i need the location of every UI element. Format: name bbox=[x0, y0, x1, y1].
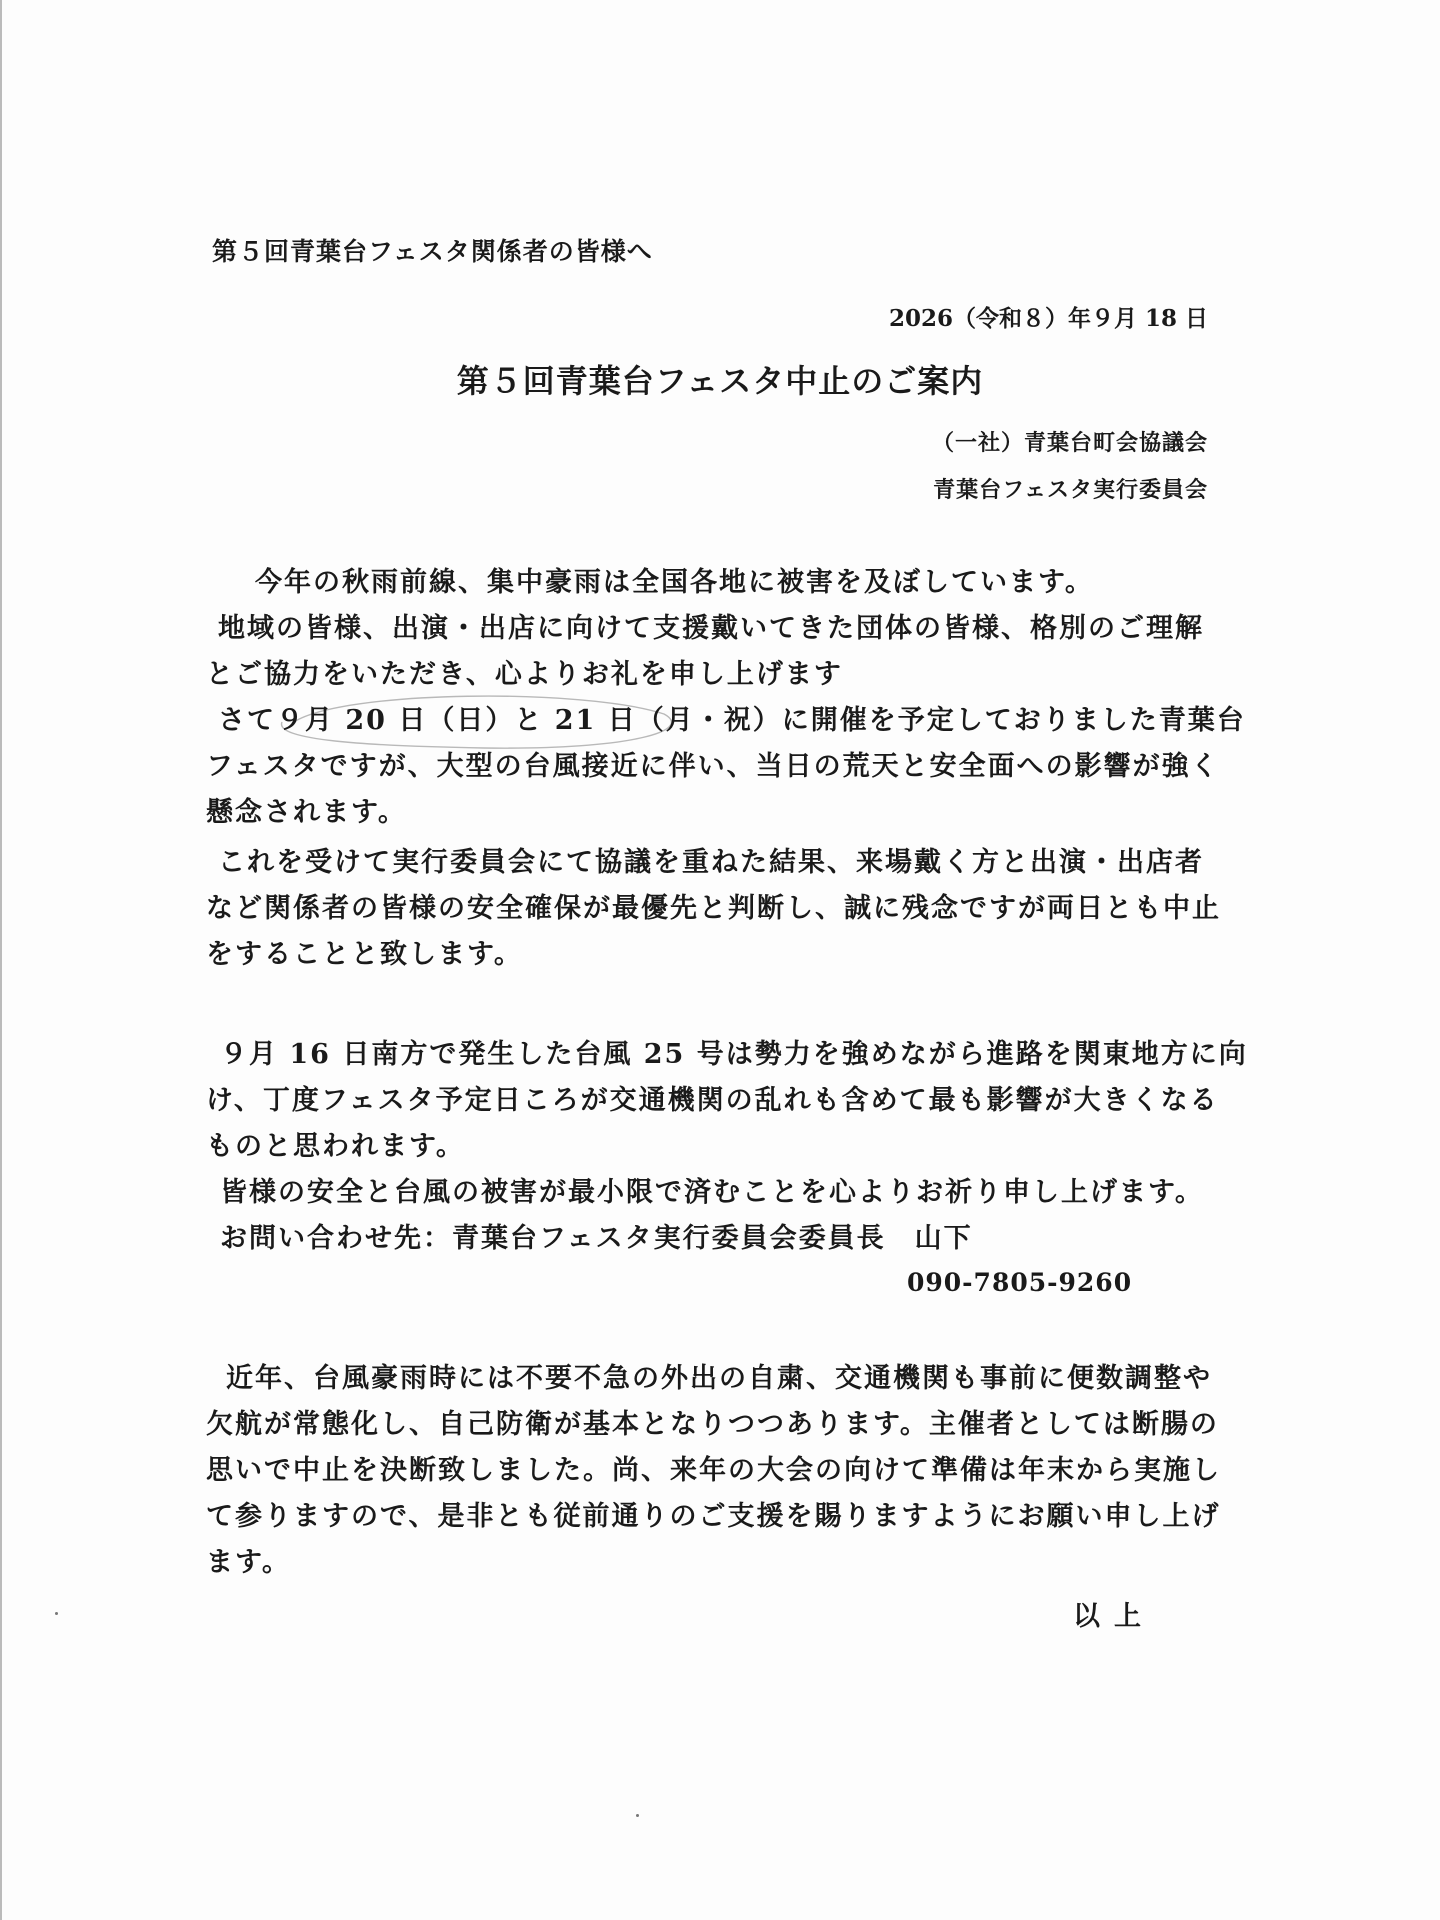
contact-line: お問い合わせ先：青葉台フェスタ実行委員会委員長 山下 bbox=[220, 1223, 973, 1254]
document-title: 第５回青葉台フェスタ中止のご案内 bbox=[456, 362, 984, 400]
body-line: ものと思われます。 bbox=[206, 1131, 465, 1162]
body-line: け、丁度フェスタ予定日ころが交通機関の乱れも含めて最も影響が大きくなる bbox=[206, 1085, 1219, 1116]
addressee-line: 第５回青葉台フェスタ関係者の皆様へ bbox=[212, 237, 653, 266]
body-line: フェスタですが、大型の台風接近に伴い、当日の荒天と安全面への影響が強く bbox=[206, 751, 1220, 782]
body-line: 今年の秋雨前線、集中豪雨は全国各地に被害を及ぼしています。 bbox=[226, 567, 1094, 598]
body-line: 欠航が常態化し、自己防衛が基本となりつつあります。主催者としては断腸の bbox=[206, 1409, 1219, 1440]
contact-phone-number: 090-7805-9260 bbox=[907, 1268, 1133, 1297]
body-line: ９月 16 日南方で発生した台風 25 号は勢力を強めながら進路を関東地方に向 bbox=[220, 1039, 1248, 1070]
document-date: 2026（令和８）年９月 18 日 bbox=[888, 305, 1208, 332]
body-line: をすることと致します。 bbox=[206, 939, 523, 970]
body-line: 思いで中止を決断致しました。尚、来年の大会の向けて準備は年末から実施し bbox=[206, 1455, 1221, 1486]
body-line: 懸念されます。 bbox=[206, 797, 407, 828]
body-line: 皆様の安全と台風の被害が最小限で済むことを心よりお祈り申し上げます。 bbox=[220, 1177, 1204, 1208]
sender-organization: （一社）青葉台町会協議会 bbox=[931, 430, 1208, 456]
body-line: さて９月 20 日（日）と 21 日（月・祝）に開催を予定しておりました青葉台 bbox=[218, 705, 1246, 736]
body-line: など関係者の皆様の安全確保が最優先と判断し、誠に残念ですが両日とも中止 bbox=[206, 893, 1221, 924]
closing-mark: 以上 bbox=[1073, 1601, 1155, 1632]
body-line: て参りますので、是非とも従前通りのご支援を賜りますようにお願い申し上げ bbox=[206, 1501, 1221, 1532]
body-line: ます。 bbox=[206, 1547, 291, 1578]
body-line: 近年、台風豪雨時には不要不急の外出の自粛、交通機関も事前に便数調整や bbox=[226, 1363, 1212, 1394]
body-line: 地域の皆様、出演・出店に向けて支援戴いてきた団体の皆様、格別のご理解 bbox=[218, 613, 1204, 644]
body-line: これを受けて実行委員会にて協議を重ねた結果、来場戴く方と出演・出店者 bbox=[218, 847, 1204, 878]
page-edge-shadow bbox=[0, 0, 2, 1920]
body-line: とご協力をいただき、心よりお礼を申し上げます bbox=[206, 659, 843, 690]
sender-committee: 青葉台フェスタ実行委員会 bbox=[933, 477, 1208, 503]
scan-speck bbox=[636, 1814, 639, 1817]
scan-speck bbox=[55, 1612, 58, 1615]
